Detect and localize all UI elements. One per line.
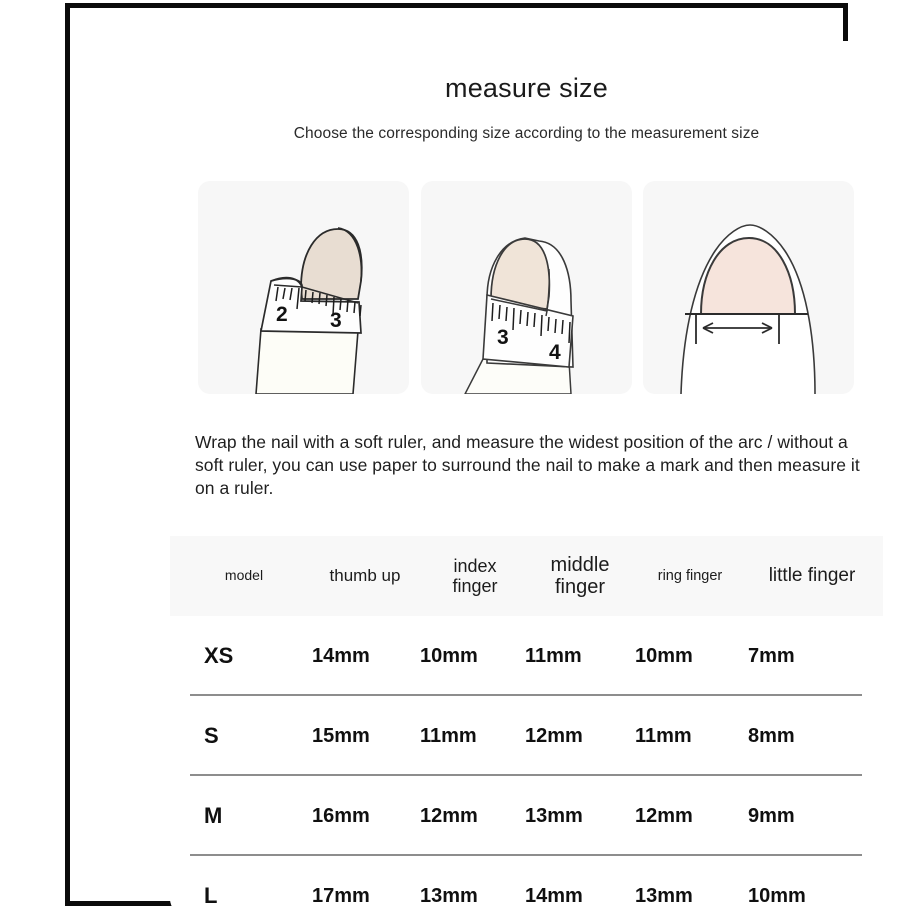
table-cell-little-value: 10mm xyxy=(748,884,806,907)
table-header-thumb-up xyxy=(300,536,430,616)
outer-frame xyxy=(65,3,860,908)
table-row xyxy=(170,776,883,856)
table-cell-little-value: 8mm xyxy=(748,724,795,747)
table-cell-model-value: L xyxy=(204,883,218,908)
tape-label-3: 3 xyxy=(497,326,509,349)
table-cell-thumb-value: 17mm xyxy=(312,884,370,907)
table-cell-index-value: 10mm xyxy=(420,644,478,667)
table-cell-little xyxy=(748,776,795,856)
measurement-instructions: Wrap the nail with a soft ruler, and measure the widest position of the arc / without a soft ruler, you can use paper to surround the nail to make a mark and then measure it on a ruler. xyxy=(195,432,860,498)
table-cell-model xyxy=(204,776,222,856)
size-guide-card xyxy=(170,41,883,915)
table-cell-middle-value: 12mm xyxy=(525,724,583,747)
table-cell-thumb-value: 16mm xyxy=(312,804,370,827)
table-cell-index xyxy=(420,696,477,776)
table-header-ring-finger xyxy=(630,536,750,616)
finger-with-tape-measure-side-icon xyxy=(256,228,362,394)
table-cell-ring-value: 13mm xyxy=(635,884,693,907)
tape-label-2: 2 xyxy=(276,303,288,326)
table-header-middle-finger-line2: finger xyxy=(554,576,606,598)
table-header-ring-finger-label: ring finger xyxy=(657,567,723,584)
illustration-panel-tape-3-4 xyxy=(421,181,632,394)
table-header-little-finger-label: little finger xyxy=(768,565,856,587)
table-row xyxy=(170,616,883,696)
table-cell-middle xyxy=(525,776,583,856)
page-title: measure size xyxy=(445,73,608,103)
table-cell-index-value: 12mm xyxy=(420,804,478,827)
table-cell-ring-value: 11mm xyxy=(635,724,692,747)
table-row xyxy=(170,856,883,915)
table-cell-little xyxy=(748,856,806,915)
table-cell-index-value: 11mm xyxy=(420,724,477,747)
table-cell-middle xyxy=(525,616,582,696)
table-row xyxy=(170,696,883,776)
table-header-middle-finger-line1: middle xyxy=(550,553,610,576)
table-cell-ring-value: 12mm xyxy=(635,804,693,827)
table-cell-ring xyxy=(635,616,693,696)
nail-width-arrow-icon xyxy=(681,225,815,394)
table-cell-middle-value: 14mm xyxy=(525,884,583,907)
table-cell-model-value: M xyxy=(204,803,223,828)
table-header-index-finger-line2: finger xyxy=(452,576,498,596)
table-header-model-label: model xyxy=(224,567,264,584)
table-cell-little xyxy=(748,616,795,696)
table-cell-model xyxy=(204,856,217,915)
table-cell-ring xyxy=(635,696,692,776)
size-table xyxy=(170,536,883,915)
table-cell-thumb xyxy=(312,856,370,915)
table-cell-middle xyxy=(525,696,583,776)
table-header-model xyxy=(188,536,300,616)
table-cell-thumb xyxy=(312,776,370,856)
table-header-little-finger xyxy=(742,536,882,616)
table-cell-index xyxy=(420,776,478,856)
table-header-thumb-up-label: thumb up xyxy=(329,566,401,586)
illustration-panel-nail-width xyxy=(643,181,854,394)
table-cell-thumb xyxy=(312,696,370,776)
table-cell-thumb-value: 14mm xyxy=(312,644,370,667)
table-cell-little xyxy=(748,696,795,776)
table-cell-model-value: XS xyxy=(204,643,234,668)
table-cell-little-value: 7mm xyxy=(748,644,795,667)
table-cell-index xyxy=(420,616,478,696)
tape-label-4: 4 xyxy=(549,341,561,364)
table-cell-index xyxy=(420,856,478,915)
table-header-middle-finger xyxy=(520,536,640,616)
tape-label-3: 3 xyxy=(330,309,342,332)
table-cell-model xyxy=(204,616,233,696)
table-cell-middle xyxy=(525,856,583,915)
table-cell-model-value: S xyxy=(204,723,219,748)
table-header-row xyxy=(170,536,883,616)
illustration-panel-tape-2-3 xyxy=(198,181,409,394)
finger-with-tape-measure-front-icon xyxy=(465,238,573,394)
table-header-index-finger-line1: index xyxy=(453,555,497,576)
table-cell-ring xyxy=(635,776,693,856)
table-cell-ring-value: 10mm xyxy=(635,644,693,667)
table-header-index-finger xyxy=(420,536,530,616)
table-cell-middle-value: 13mm xyxy=(525,804,583,827)
table-cell-index-value: 13mm xyxy=(420,884,478,907)
table-cell-thumb xyxy=(312,616,370,696)
table-cell-ring xyxy=(635,856,693,915)
table-cell-thumb-value: 15mm xyxy=(312,724,370,747)
table-cell-model xyxy=(204,696,219,776)
table-cell-little-value: 9mm xyxy=(748,804,795,827)
table-cell-middle-value: 11mm xyxy=(525,644,582,667)
page-subtitle: Choose the corresponding size according to the measurement size xyxy=(293,125,760,142)
